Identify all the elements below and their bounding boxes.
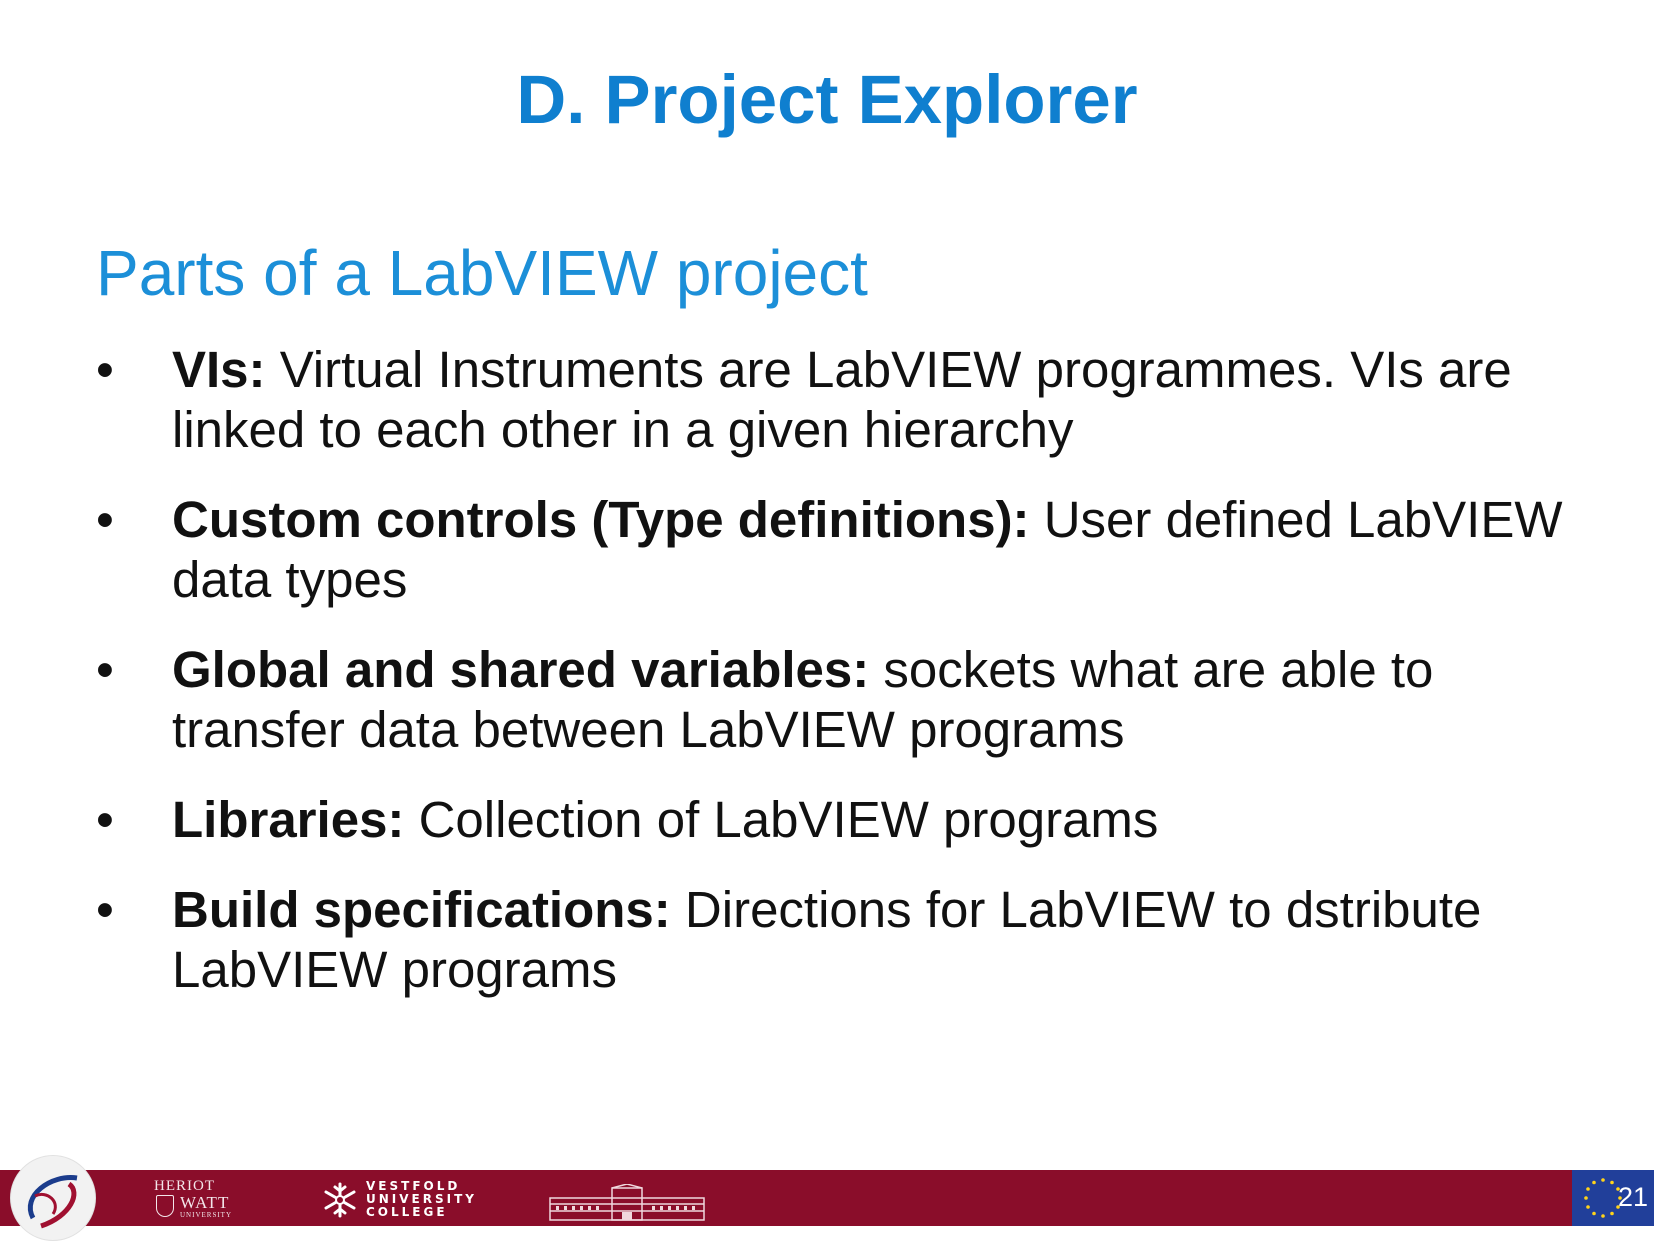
bullet-item-build-specs (96, 880, 1596, 1000)
bullet-text: Directions for LabVIEW to dstribute LabVIEW programs (172, 881, 1482, 998)
bullet-dot: • (96, 641, 114, 698)
bullet-item-variables (96, 640, 1596, 760)
bullet-list (96, 340, 1596, 1030)
university-text: UNIVERSITY (180, 1211, 232, 1219)
bullet-dot: • (96, 791, 114, 848)
bullet-item-libraries (96, 790, 1596, 850)
vestfold-snowflake-icon (322, 1182, 358, 1218)
bullet-term: Custom controls (Type definitions): (172, 491, 1030, 548)
bullet-text: Virtual Instruments are LabVIEW programmes. VIs are linked to each other in a given hierarchy (172, 341, 1512, 458)
bullet-dot: • (96, 491, 114, 548)
bullet-term: Global and shared variables: (172, 641, 870, 698)
vestfold-text (366, 1180, 477, 1219)
bullet-dot: • (96, 881, 114, 938)
bullet-text: Collection of LabVIEW programs (404, 791, 1159, 848)
footer-bar (0, 1170, 1654, 1226)
heriot-watt-crest-icon (156, 1195, 174, 1217)
heriot-text: HERIOT (154, 1178, 215, 1194)
slide-title: D. Project Explorer (516, 61, 1138, 138)
vestfold-logo (322, 1179, 477, 1220)
bullet-dot: • (96, 341, 114, 398)
vestfold-line3: COLLEGE (366, 1205, 448, 1219)
bullet-text: sockets what are able to transfer data between LabVIEW programs (172, 641, 1434, 758)
watt-text: WATT (180, 1193, 230, 1212)
slide-subtitle: Parts of a LabVIEW project (96, 237, 868, 309)
heriot-watt-logo (152, 1178, 242, 1220)
bullet-term: VIs: (172, 341, 266, 398)
bullet-term: Libraries: (172, 791, 405, 848)
bullet-term: Build specifications: (172, 881, 671, 938)
swirl-logo-icon (10, 1155, 96, 1241)
vestfold-line2: UNIVERSITY (366, 1192, 477, 1206)
page-number: 21 (1618, 1182, 1649, 1212)
bullet-text: User defined LabVIEW data types (172, 491, 1563, 608)
vestfold-line1: VESTFOLD (366, 1179, 461, 1193)
bullet-item-custom-controls (96, 490, 1596, 610)
university-building-icon (548, 1184, 706, 1227)
bullet-item-vis (96, 340, 1596, 460)
